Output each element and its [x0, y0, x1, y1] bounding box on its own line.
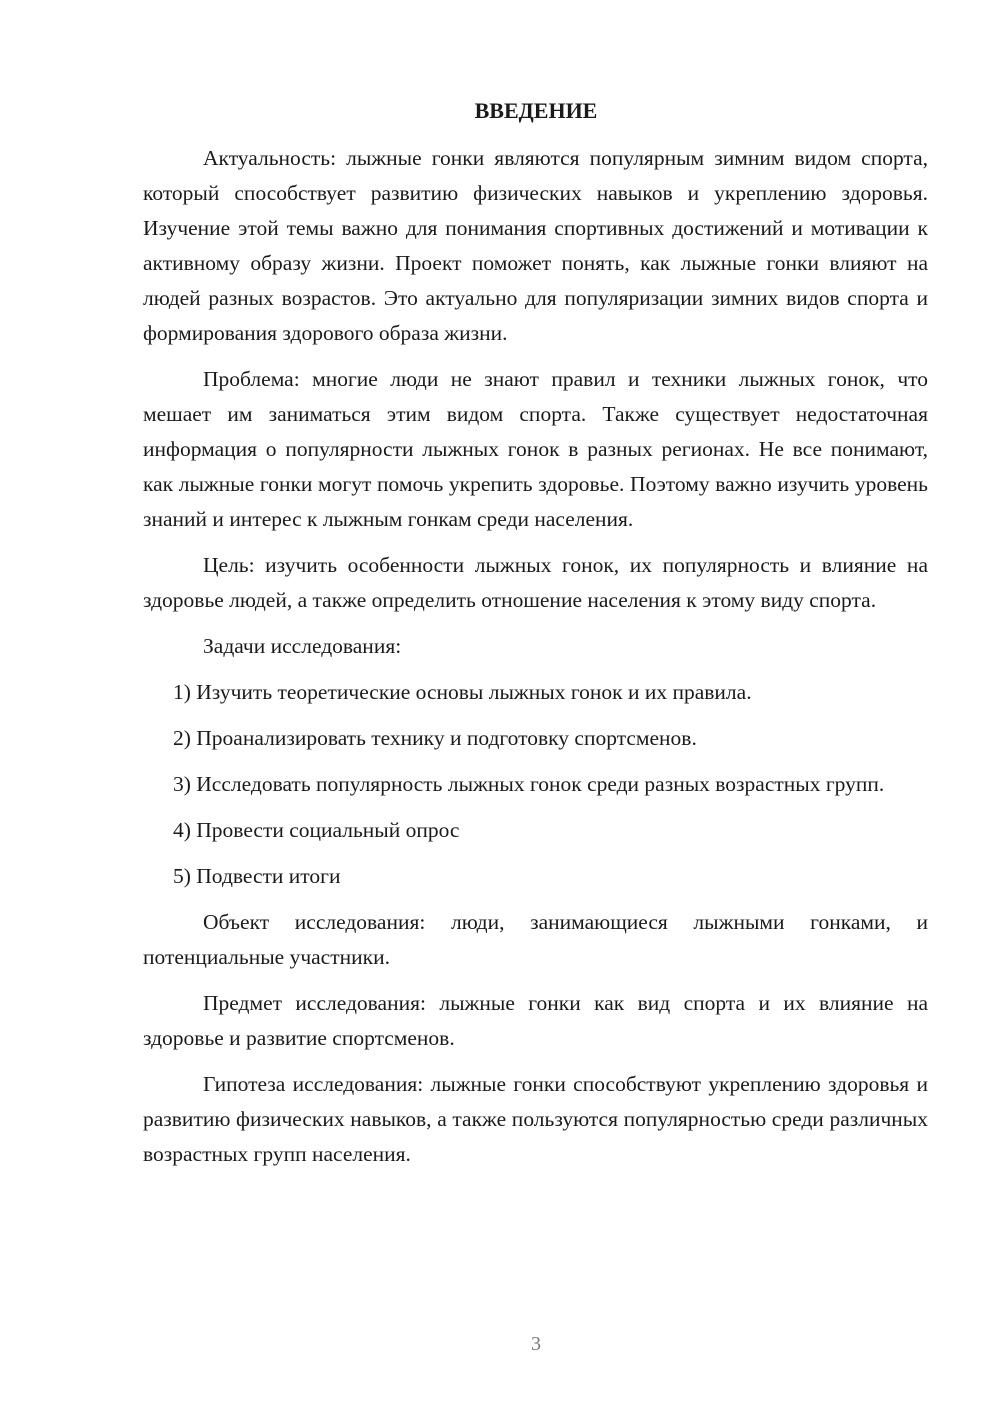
paragraph-object: Объект исследования: люди, занимающиеся лыжными гонками, и потенциальные участники. [143, 910, 928, 969]
page-title: ВВЕДЕНИЕ [474, 98, 598, 123]
task-item-4: 4) Провести социальный опрос [173, 818, 460, 842]
document-body [143, 141, 928, 1183]
task-item-3: 3) Исследовать популярность лыжных гонок среди разных возрастных групп. [173, 772, 885, 796]
paragraph-subject: Предмет исследования: лыжные гонки как вид спорта и их влияние на здоровье и развитие спортсменов. [143, 991, 928, 1050]
task-item-1: 1) Изучить теоретические основы лыжных гонок и их правила. [173, 680, 752, 704]
tasks-heading: Задачи исследования: [203, 634, 402, 658]
task-item-5: 5) Подвести итоги [173, 864, 341, 888]
page-number: 3 [531, 1333, 541, 1355]
task-item-2: 2) Проанализировать технику и подготовку спортсменов. [173, 726, 697, 750]
paragraph-relevance: Актуальность: лыжные гонки являются популярным зимним видом спорта, который способствует развитию физических навыков и укреплению здоровья. Изучение этой темы важно для понимания спортивных достижений и мотивации к активному образу жизни. Проект поможет понять, как лыжные гонки влияют на людей разных возрастов. Это актуально для популяризации зимних видов спорта и формирования здорового образа жизни. [143, 146, 928, 345]
paragraph-goal: Цель: изучить особенности лыжных гонок, их популярность и влияние на здоровье людей, а также определить отношение населения к этому виду спорта. [143, 553, 928, 612]
paragraph-hypothesis: Гипотеза исследования: лыжные гонки способствуют укреплению здоровья и развитию физических навыков, а также пользуются популярностью среди различных возрастных групп населения. [143, 1072, 928, 1166]
paragraph-problem: Проблема: многие люди не знают правил и техники лыжных гонок, что мешает им заниматься этим видом спорта. Также существует недостаточная информация о популярности лыжных гонок в разных регионах. Не все понимают, как лыжные гонки могут помочь укрепить здоровье. Поэтому важно изучить уровень знаний и интерес к лыжным гонкам среди населения. [143, 367, 928, 531]
